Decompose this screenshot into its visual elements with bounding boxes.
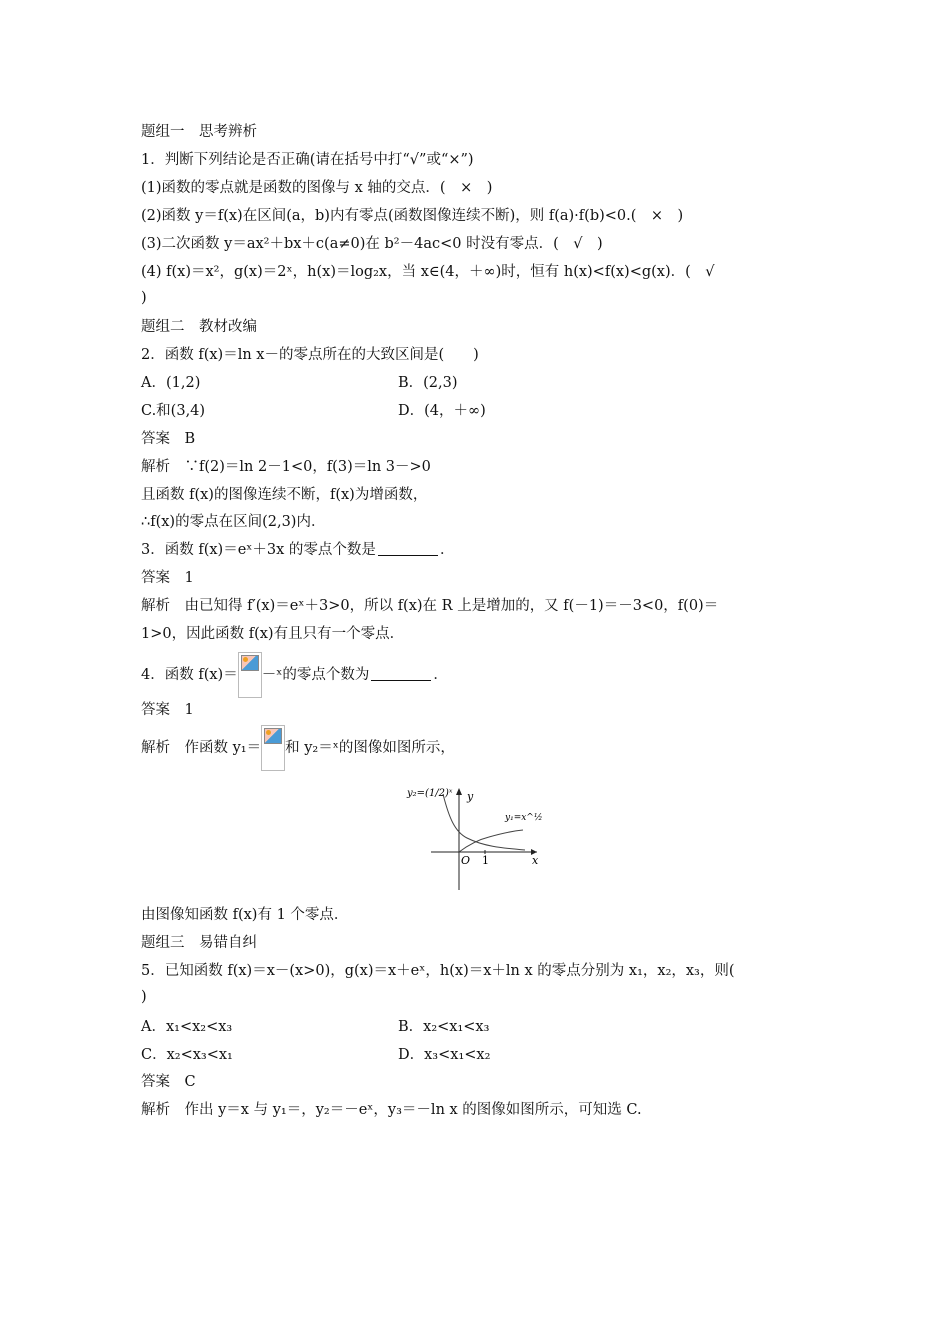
question-4-text: 4．函数 f(x)＝ bbox=[141, 667, 238, 683]
question-3-analysis-2: 1>0，因此函数 f(x)有且只有一个零点． bbox=[141, 626, 405, 642]
question-4-answer: 答案 1 bbox=[141, 702, 194, 718]
graph-label-y2: y₂=(1/2)ˣ bbox=[407, 788, 453, 799]
question-5: 5．已知函数 f(x)＝x－(x>0)，g(x)＝x＋eˣ，h(x)＝x＋ln x 的零点分别为 x₁，x₂，x₃，则( bbox=[141, 963, 735, 979]
question-2-analysis-2: 且函数 f(x)的图像连续不断，f(x)为增函数， bbox=[141, 487, 428, 503]
question-1: 1．判断下列结论是否正确(请在括号中打“√”或“×”) bbox=[141, 152, 474, 168]
y-axis-arrow bbox=[456, 788, 462, 795]
x-axis-label: x bbox=[532, 854, 539, 867]
question-5-option-d: D．x₃<x₁<x₂ bbox=[398, 1047, 491, 1063]
question-5-close: ) bbox=[141, 989, 147, 1005]
question-1-item-2: (2)函数 y＝f(x)在区间(a，b)内有零点(函数图像连续不断)，则 f(a)·f(b)<0.( × ) bbox=[141, 208, 684, 224]
question-5-option-c: C．x₂<x₃<x₁ bbox=[141, 1047, 233, 1063]
question-5-option-a: A．x₁<x₂<x₃ bbox=[141, 1019, 233, 1035]
graph-label-y1: y₁=x^½ bbox=[505, 813, 543, 823]
group2-title: 题组二 教材改编 bbox=[141, 319, 257, 335]
question-4-end: ． bbox=[433, 667, 448, 683]
answer-blank bbox=[371, 666, 431, 681]
question-3 bbox=[141, 540, 454, 560]
question-2: 2．函数 f(x)＝ln x－的零点所在的大致区间是( ) bbox=[141, 347, 479, 363]
question-5-option-b: B．x₂<x₁<x₃ bbox=[398, 1019, 490, 1035]
tick-label-1: 1 bbox=[482, 854, 489, 867]
missing-image-icon bbox=[238, 652, 262, 698]
question-4-analysis bbox=[141, 725, 455, 771]
question-2-analysis-1: 解析 ∵f(2)＝ln 2－1<0，f(3)＝ln 3－>0 bbox=[141, 459, 431, 475]
group3-title: 题组三 易错自纠 bbox=[141, 935, 257, 951]
question-4 bbox=[141, 652, 448, 698]
missing-image-icon bbox=[261, 725, 285, 771]
question-2-answer: 答案 B bbox=[141, 431, 196, 447]
answer-blank bbox=[378, 541, 438, 556]
question-2-option-b: B．(2,3) bbox=[398, 375, 458, 391]
question-1-item-1: (1)函数的零点就是函数的图像与 x 轴的交点．( × ) bbox=[141, 180, 493, 196]
question-2-option-a: A．(1,2) bbox=[141, 375, 201, 391]
question-2-analysis-3: ∴f(x)的零点在区间(2,3)内． bbox=[141, 514, 326, 530]
question-2-option-c: C.和(3,4) bbox=[141, 403, 206, 419]
question-4-text-2: －ˣ的零点个数为 bbox=[261, 667, 370, 683]
origin-label: O bbox=[461, 854, 471, 867]
y-axis-label: y bbox=[467, 790, 474, 803]
question-3-analysis-1: 解析 由已知得 f′(x)＝eˣ＋3>0，所以 f(x)在 R 上是增加的，又 f(－1)＝－3<0，f(0)＝ bbox=[141, 598, 719, 614]
question-4-analysis-text: 解析 作函数 y₁＝ bbox=[141, 740, 262, 756]
group1-title: 题组一 思考辨析 bbox=[141, 124, 257, 140]
question-3-answer: 答案 1 bbox=[141, 570, 194, 586]
question-5-analysis: 解析 作出 y＝x 与 y₁＝，y₂＝－eˣ，y₃＝－ln x 的图像如图所示，可知选 C. bbox=[141, 1102, 642, 1118]
question-5-answer: 答案 C bbox=[141, 1074, 196, 1090]
question-3-text: 3．函数 f(x)＝eˣ＋3x 的零点个数是 bbox=[141, 542, 376, 558]
question-4-conclusion: 由图像知函数 f(x)有 1 个零点． bbox=[141, 907, 349, 923]
function-graph bbox=[405, 780, 555, 892]
question-1-item-4-close: ) bbox=[141, 290, 147, 306]
question-1-item-4: (4) f(x)＝x²，g(x)＝2ˣ，h(x)＝log₂x，当 x∈(4，＋∞)时，恒有 h(x)<f(x)<g(x)．( √ bbox=[141, 264, 715, 280]
question-4-analysis-text-2: 和 y₂＝ˣ的图像如图所示， bbox=[285, 740, 455, 756]
question-2-option-d: D．(4，＋∞) bbox=[398, 403, 486, 419]
question-3-end: ． bbox=[439, 542, 455, 558]
question-1-item-3: (3)二次函数 y＝ax²＋bx＋c(a≠0)在 b²－4ac<0 时没有零点．( √ ) bbox=[141, 236, 603, 252]
